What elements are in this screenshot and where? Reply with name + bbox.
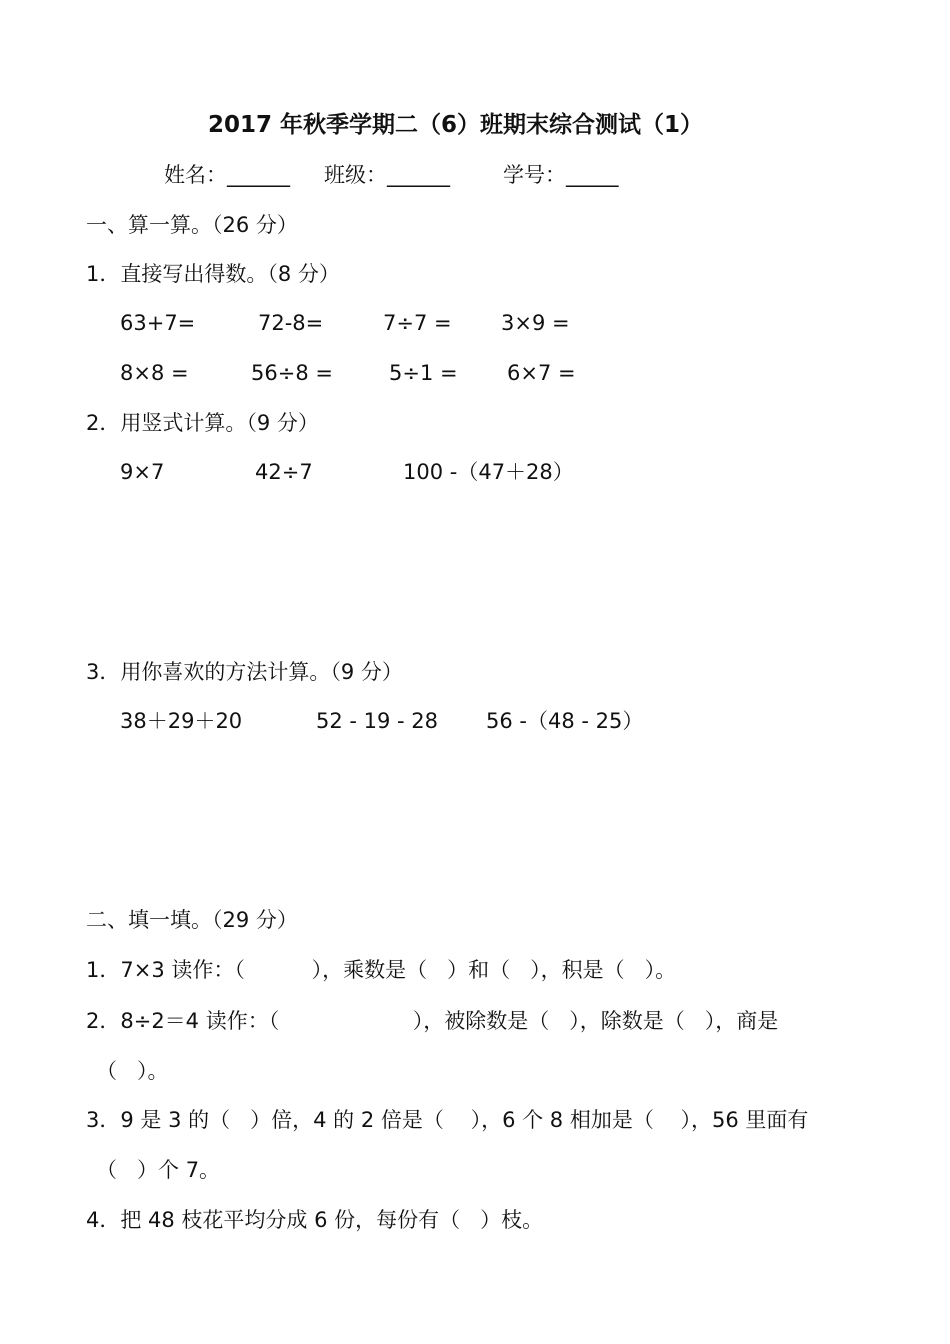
calc-item: 38＋29＋20 (120, 709, 243, 733)
fill-question-3: 3．9 是 3 的（ ）倍，4 的 2 倍是（ ），6 个 8 相加是（ ），56 里面有 (86, 1108, 809, 1132)
mental-math-item: 5÷1 = (389, 361, 458, 385)
page-title: 2017 年秋季学期二（6）班期末综合测试（1） (208, 112, 704, 138)
question-1-3-heading: 3．用你喜欢的方法计算。（9 分） (86, 660, 403, 684)
mental-math-item: 6×7 = (507, 361, 576, 385)
mental-math-item: 56÷8 = (251, 361, 333, 385)
fill-question-4: 4．把 48 枝花平均分成 6 份，每份有（ ）枝。 (86, 1208, 544, 1232)
mental-math-item: 8×8 = (120, 361, 189, 385)
mental-math-item: 3×9 = (501, 311, 570, 335)
mental-math-item: 72-8= (258, 311, 324, 335)
section-2-heading: 二、填一填。（29 分） (86, 908, 298, 932)
vertical-calc-item: 42÷7 (255, 460, 313, 484)
vertical-calc-item: 9×7 (120, 460, 165, 484)
calc-item: 56 -（48 - 25） (486, 709, 644, 733)
fill-question-3-cont: （ ）个 7。 (96, 1158, 221, 1182)
calc-item: 52 - 19 - 28 (316, 709, 439, 733)
student-number-field: 学号：_____ (503, 163, 619, 187)
class-field: 班级：______ (324, 163, 450, 187)
mental-math-item: 63+7= (120, 311, 196, 335)
name-field: 姓名：______ (164, 163, 290, 187)
question-1-2-heading: 2．用竖式计算。（9 分） (86, 411, 319, 435)
fill-question-2-cont: （ ）。 (96, 1059, 169, 1083)
section-1-heading: 一、算一算。（26 分） (86, 213, 298, 237)
question-1-1-heading: 1．直接写出得数。（8 分） (86, 262, 340, 286)
mental-math-item: 7÷7 = (383, 311, 452, 335)
vertical-calc-item: 100 -（47＋28） (403, 460, 574, 484)
fill-question-1: 1．7×3 读作：（ ），乘数是（ ）和（ ），积是（ ）。 (86, 958, 677, 982)
fill-question-2: 2．8÷2＝4 读作：（ ），被除数是（ ），除数是（ ），商是 (86, 1009, 779, 1033)
